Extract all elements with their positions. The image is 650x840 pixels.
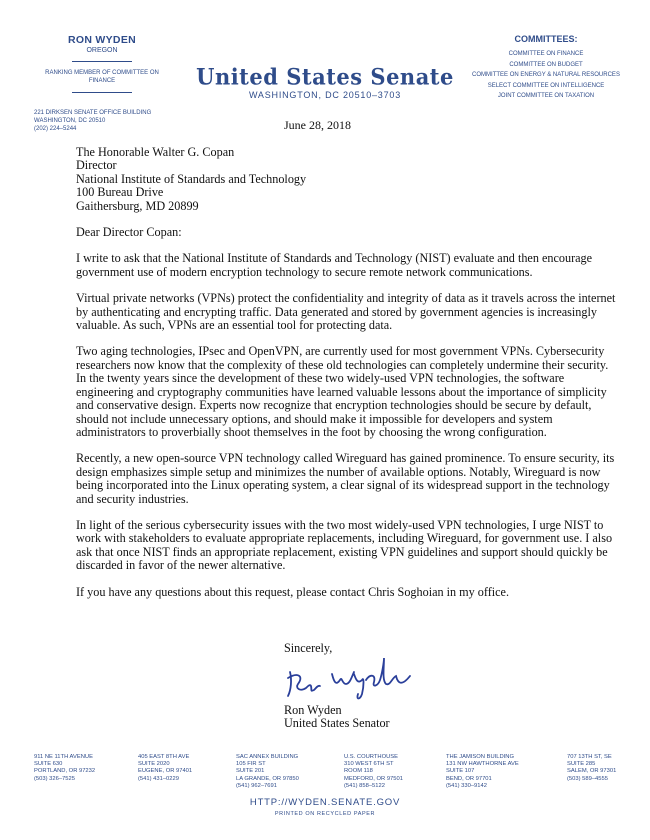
office-line: PORTLAND, OR 97232 bbox=[34, 768, 96, 775]
recycled-paper-note: PRINTED ON RECYCLED PAPER bbox=[274, 811, 376, 817]
senate-title: United States Senate bbox=[196, 63, 454, 90]
office-line: SUITE 2020 bbox=[138, 761, 170, 768]
committee-item: COMMITTEE ON ENERGY & NATURAL RESOURCES bbox=[472, 72, 620, 78]
office-line: 131 NW HAWTHORNE AVE bbox=[446, 761, 519, 768]
ranking-member-line-2: FINANCE bbox=[88, 78, 116, 84]
office-line: 707 13TH ST, SE bbox=[567, 754, 612, 760]
office-line: 105 FIR ST bbox=[236, 761, 266, 768]
committees-title: COMMITTEES: bbox=[514, 34, 578, 44]
committee-item: JOINT COMMITTEE ON TAXATION bbox=[497, 93, 595, 99]
office-line: (541) 962–7691 bbox=[236, 782, 277, 789]
recipient-line: 100 Bureau Drive bbox=[76, 185, 164, 200]
office-line: 405 EAST 8TH AVE bbox=[138, 754, 190, 760]
office-line: (503) 326–7525 bbox=[34, 775, 75, 782]
office-address bbox=[344, 754, 403, 790]
office-line: LA GRANDE, OR 97850 bbox=[236, 775, 299, 782]
paragraph: If you have any questions about this request, please contact Chris Soghoian in my office. bbox=[76, 584, 510, 599]
office-line: THE JAMISON BUILDING bbox=[446, 754, 514, 760]
signer-title: United States Senator bbox=[284, 716, 390, 731]
recipient-address bbox=[76, 146, 616, 213]
office-line: 911 NE 11TH AVENUE bbox=[34, 754, 93, 760]
recipient-line: Director bbox=[76, 158, 117, 173]
office-line: SUITE 285 bbox=[567, 761, 596, 768]
office-line: BEND, OR 97701 bbox=[446, 775, 492, 782]
letter-body bbox=[76, 146, 616, 612]
office-line: (541) 431–0229 bbox=[138, 775, 179, 782]
recipient-line: Gaithersburg, MD 20899 bbox=[76, 198, 199, 213]
office-line: U.S. COURTHOUSE bbox=[344, 754, 399, 760]
address-line: WASHINGTON, DC 20510 bbox=[34, 118, 106, 124]
office-address bbox=[446, 754, 519, 790]
office-line: (541) 330–9142 bbox=[446, 782, 487, 789]
committee-item: COMMITTEE ON FINANCE bbox=[508, 51, 584, 57]
office-line: SAC ANNEX BUILDING bbox=[236, 754, 299, 760]
committee-item: SELECT COMMITTEE ON INTELLIGENCE bbox=[487, 82, 605, 89]
signature-image bbox=[280, 650, 420, 705]
office-address bbox=[34, 754, 95, 783]
office-line: SUITE 201 bbox=[236, 768, 265, 775]
divider bbox=[72, 92, 132, 93]
office-line: SALEM, OR 97301 bbox=[567, 768, 617, 775]
salutation: Dear Director Copan: bbox=[76, 225, 182, 240]
address-line: 221 DIRKSEN SENATE OFFICE BUILDING bbox=[34, 110, 152, 116]
paragraph: Two aging technologies, IPsec and OpenVPN, are currently used for most government VPNs. Cybersecurity researchers now know that the complexity of these old technologies can completely undermine their security. In the twenty years since the development of these two widely-used VPN technologies, the software engineering and cryptography communities have learned valuable lessons about the importance of simplicity and conservative design. Experts now recognize that encryption technologies should be secure by default, should not include unnecessary options, and should make it impossible for developers and system administrators to proverbially shoot themselves in the foot by choosing the wrong configuration. bbox=[76, 344, 609, 439]
office-line: 310 WEST 6TH ST bbox=[344, 761, 394, 768]
office-line: ROOM 118 bbox=[344, 768, 373, 775]
office-line: (541) 858–5122 bbox=[344, 782, 385, 789]
office-line: MEDFORD, OR 97501 bbox=[344, 775, 403, 782]
closing: Sincerely, bbox=[284, 641, 333, 655]
letter-date: June 28, 2018 bbox=[284, 118, 351, 132]
office-line: EUGENE, OR 97401 bbox=[138, 768, 193, 775]
signer-block bbox=[284, 704, 390, 731]
paragraph: Virtual private networks (VPNs) protect the confidentiality and integrity of data as it travels across the internet by authenticating and encrypting traffic. Data generated and stored by government agencies is increasingly valuable. As such, VPNs are an essential tool for protecting data. bbox=[76, 291, 616, 333]
paragraph: I write to ask that the National Institute of Standards and Technology (NIST) evaluate and then encourage government use of modern encryption technology to secure remote network communications. bbox=[76, 251, 593, 279]
recipient-line: The Honorable Walter G. Copan bbox=[76, 145, 235, 159]
paragraph: Recently, a new open-source VPN technology called Wireguard has gained prominence. To ensure security, its design emphasizes simple setup and minimizes the number of available options. Notably, Wireguard is now being incorporated into the Linux operating system, a clear signal of its widespread support in the technology and security industries. bbox=[76, 451, 615, 506]
office-line: SUITE 107 bbox=[446, 768, 475, 775]
committee-item: COMMITTEE ON BUDGET bbox=[509, 61, 583, 68]
paragraph: In light of the serious cybersecurity issues with the two most widely-used VPN technologies, I urge NIST to work with stakeholders to evaluate appropriate replacements, including Wireguard, for government use. I also ask that once NIST finds an appropriate replacement, existing VPN guidelines and support should quickly be discarded in favor of the newer alternative. bbox=[76, 517, 613, 573]
signer-name: Ron Wyden bbox=[284, 703, 342, 717]
senator-state: OREGON bbox=[86, 47, 118, 54]
office-address bbox=[567, 754, 616, 783]
website-link[interactable]: HTTP://WYDEN.SENATE.GOV bbox=[249, 797, 401, 808]
recipient-line: National Institute of Standards and Technology bbox=[76, 171, 307, 186]
address-line: (202) 224–5244 bbox=[34, 126, 77, 132]
senator-name: RON WYDEN bbox=[67, 34, 137, 46]
senate-city: WASHINGTON, DC 20510–3703 bbox=[248, 90, 402, 100]
dc-office-address bbox=[34, 109, 151, 133]
office-line: (503) 589–4555 bbox=[567, 775, 608, 782]
divider bbox=[72, 61, 132, 62]
office-address bbox=[138, 754, 192, 783]
ranking-member-line-1: RANKING MEMBER OF COMMITTEE ON bbox=[45, 70, 159, 76]
senate-masthead bbox=[180, 64, 470, 100]
office-line: SUITE 630 bbox=[34, 761, 63, 768]
senator-header bbox=[22, 34, 182, 93]
office-address bbox=[236, 754, 299, 790]
committees-block bbox=[458, 34, 634, 102]
